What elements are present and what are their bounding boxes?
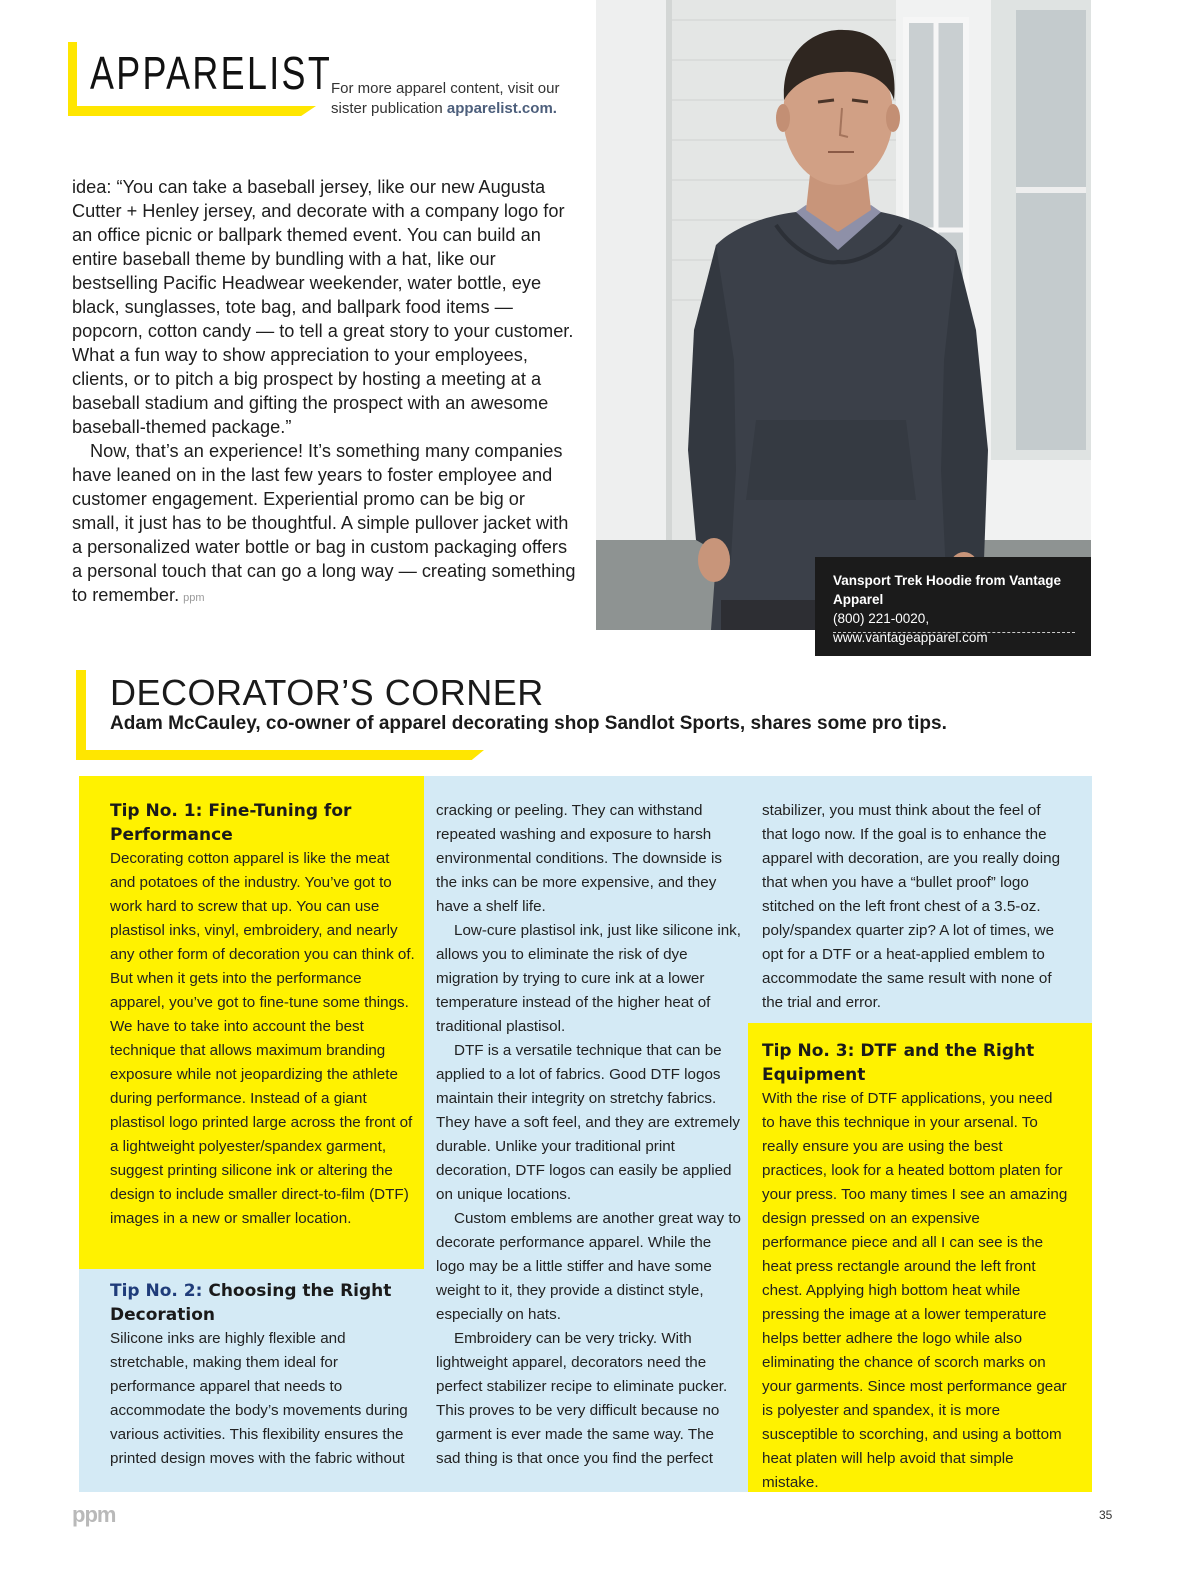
- section-subtitle: Adam McCauley, co-owner of apparel decorating shop Sandlot Sports, shares some pro tips.: [110, 713, 947, 734]
- col3-paragraph-1: stabilizer, you must think about the feel of that logo now. If the goal is to enhance the apparel with decoration, are you really doing that when you have a “bullet proof” logo stitched on the left front chest of a 3.5-oz. poly/spandex quarter zip? A lot of times, we opt for a DTF or a heat-applied emblem to accommodate the same result with none of the trial and error.: [762, 802, 1061, 1011]
- tip-2-body: Silicone inks are highly flexible and stretchable, making them ideal for performance apparel that needs to accommodate the body’s movements during various activities. This flexibility ensures the printed design moves with the fabric without: [110, 1330, 408, 1467]
- col2-paragraph-2: Low-cure plastisol ink, just like silicone ink, allows you to eliminate the risk of dye migration by trying to cure ink at a lower temperature instead of the higher heat of traditional plastisol.: [436, 922, 741, 1035]
- intro-article-text: [72, 175, 577, 610]
- col2-paragraph-3: DTF is a versatile technique that can be applied to a lot of fabrics. Good DTF logos maintain their integrity on stretchy fabrics. They have a soft feel, and they are extremely durable. Unlike your traditional print decoration, DTF logos can easily be applied on unique locations.: [436, 1042, 740, 1203]
- sister-publication-note: [331, 79, 591, 119]
- tip-3: [762, 1039, 1068, 1495]
- tip-3-heading: [762, 1039, 1068, 1087]
- tip-2: [110, 1279, 416, 1471]
- tip-1: [110, 799, 416, 1231]
- caption-contact: (800) 221-0020, www.vantageapparel.com: [833, 611, 988, 645]
- col2-paragraph-1: cracking or peeling. They can withstand repeated washing and exposure to harsh environmental conditions. The downside is the inks can be more expensive, and they have a shelf life.: [436, 802, 722, 915]
- logo-text: APPARELIST: [90, 47, 333, 99]
- page-number: 35: [1099, 1508, 1113, 1522]
- caption-dashed-rule: [833, 632, 1075, 633]
- tip-2-heading: [110, 1279, 416, 1327]
- section-title: DECORATOR’S CORNER: [110, 672, 544, 713]
- apparelist-logo: [68, 40, 333, 120]
- intro-paragraph-2-text: Now, that’s an experience! It’s something many companies have leaned on in the last few years to foster employee and customer engagement. Experiential promo can be big or small, it just has to be thoughtful. A simple pullover jacket with a personalized water bottle or bag in custom packaging offers a personal touch that can go a long way — creating something to remember.: [72, 441, 576, 605]
- product-photo: [596, 0, 1091, 630]
- sister-line-2: sister publication: [331, 100, 447, 117]
- col2-paragraph-4: Custom emblems are another great way to decorate performance apparel. While the logo may be a little stiffer and have some weight to it, they provide a distinct style, especially on hats.: [436, 1210, 742, 1323]
- tip-2-title: Choosing the Right Decoration: [110, 1281, 392, 1325]
- logo-accent-bar: [68, 42, 77, 116]
- tip-2-number: Tip No. 2:: [110, 1281, 203, 1301]
- end-mark: ppm: [183, 592, 205, 604]
- logo-accent-underline: [68, 106, 316, 116]
- section-accent-underline: [76, 750, 484, 760]
- tip-1-heading: [110, 799, 416, 847]
- tips-column-2: [436, 799, 741, 1471]
- col2-paragraph-5: Embroidery can be very tricky. With lightweight apparel, decorators need the perfect stabilizer recipe to eliminate pucker. This proves to be very difficult because no garment is ever made the same way. The sad thing is that once you find the perfect: [436, 1330, 728, 1467]
- photo-caption: [815, 557, 1091, 656]
- tip-3-body: With the rise of DTF applications, you need to have this technique in your arsenal. To really ensure you are using the best practices, look for a heated bottom platen for your press. Too many times I see an amazing design pressed on an expensive performance piece and all I can see is the heat press rectangle around the left front chest. Applying high bottom heat while pressing the image at a lower temperature helps better adhere the logo while also eliminating the chance of scorch marks on your garments. Since most performance gear is polyester and spandex, it is more susceptible to scorching, and using a bottom heat platen will help avoid that simple mistake.: [762, 1090, 1068, 1491]
- ppm-logo: ppm: [72, 1502, 116, 1527]
- intro-paragraph-2: [72, 439, 577, 610]
- tip-3-number: Tip No. 3:: [762, 1041, 855, 1061]
- tip-1-body: Decorating cotton apparel is like the meat and potatoes of the industry. You’ve got to work hard to screw that up. You can use plastisol inks, vinyl, embroidery, and nearly any other form of decoration you can think of. But when it gets into the performance apparel, you’ve got to fine-tune some things. We have to take into account the best technique that allows maximum branding exposure while not jeopardizing the athlete during performance. Instead of a giant plastisol logo printed large across the front of a lightweight polyester/spandex garment, suggest printing silicone ink or altering the design to include smaller direct-to-film (DTF) images in a new or smaller location.: [110, 850, 415, 1227]
- sister-line-1: For more apparel content, visit our: [331, 80, 560, 97]
- intro-paragraph-1: idea: “You can take a baseball jersey, like our new Augusta Cutter + Henley jersey, and decorate with a company logo for an office picnic or ballpark themed event. You can build an entire baseball theme by bundling with a hat, like our bestselling Pacific Headwear weekender, water bottle, eye black, sunglasses, tote bag, and ballpark food items — popcorn, cotton candy — to tell a great story to your customer. What a fun way to show appreciation to your employees, clients, or to pitch a big prospect by hosting a meeting at a baseball stadium and gifting the prospect with an awesome baseball-themed package.”: [72, 177, 574, 437]
- tips-column-3: [762, 799, 1068, 1015]
- hoodie-model-illustration: [596, 0, 1091, 630]
- section-accent-bar: [76, 670, 86, 760]
- tip-1-number: Tip No. 1:: [110, 801, 203, 821]
- tip-1-title: Fine-Tuning for Performance: [110, 801, 352, 845]
- apparelist-link[interactable]: apparelist.com.: [446, 100, 557, 117]
- tip-3-title: DTF and the Right Equipment: [762, 1041, 1035, 1085]
- caption-title: Vansport Trek Hoodie from Vantage Apparel: [833, 573, 1062, 607]
